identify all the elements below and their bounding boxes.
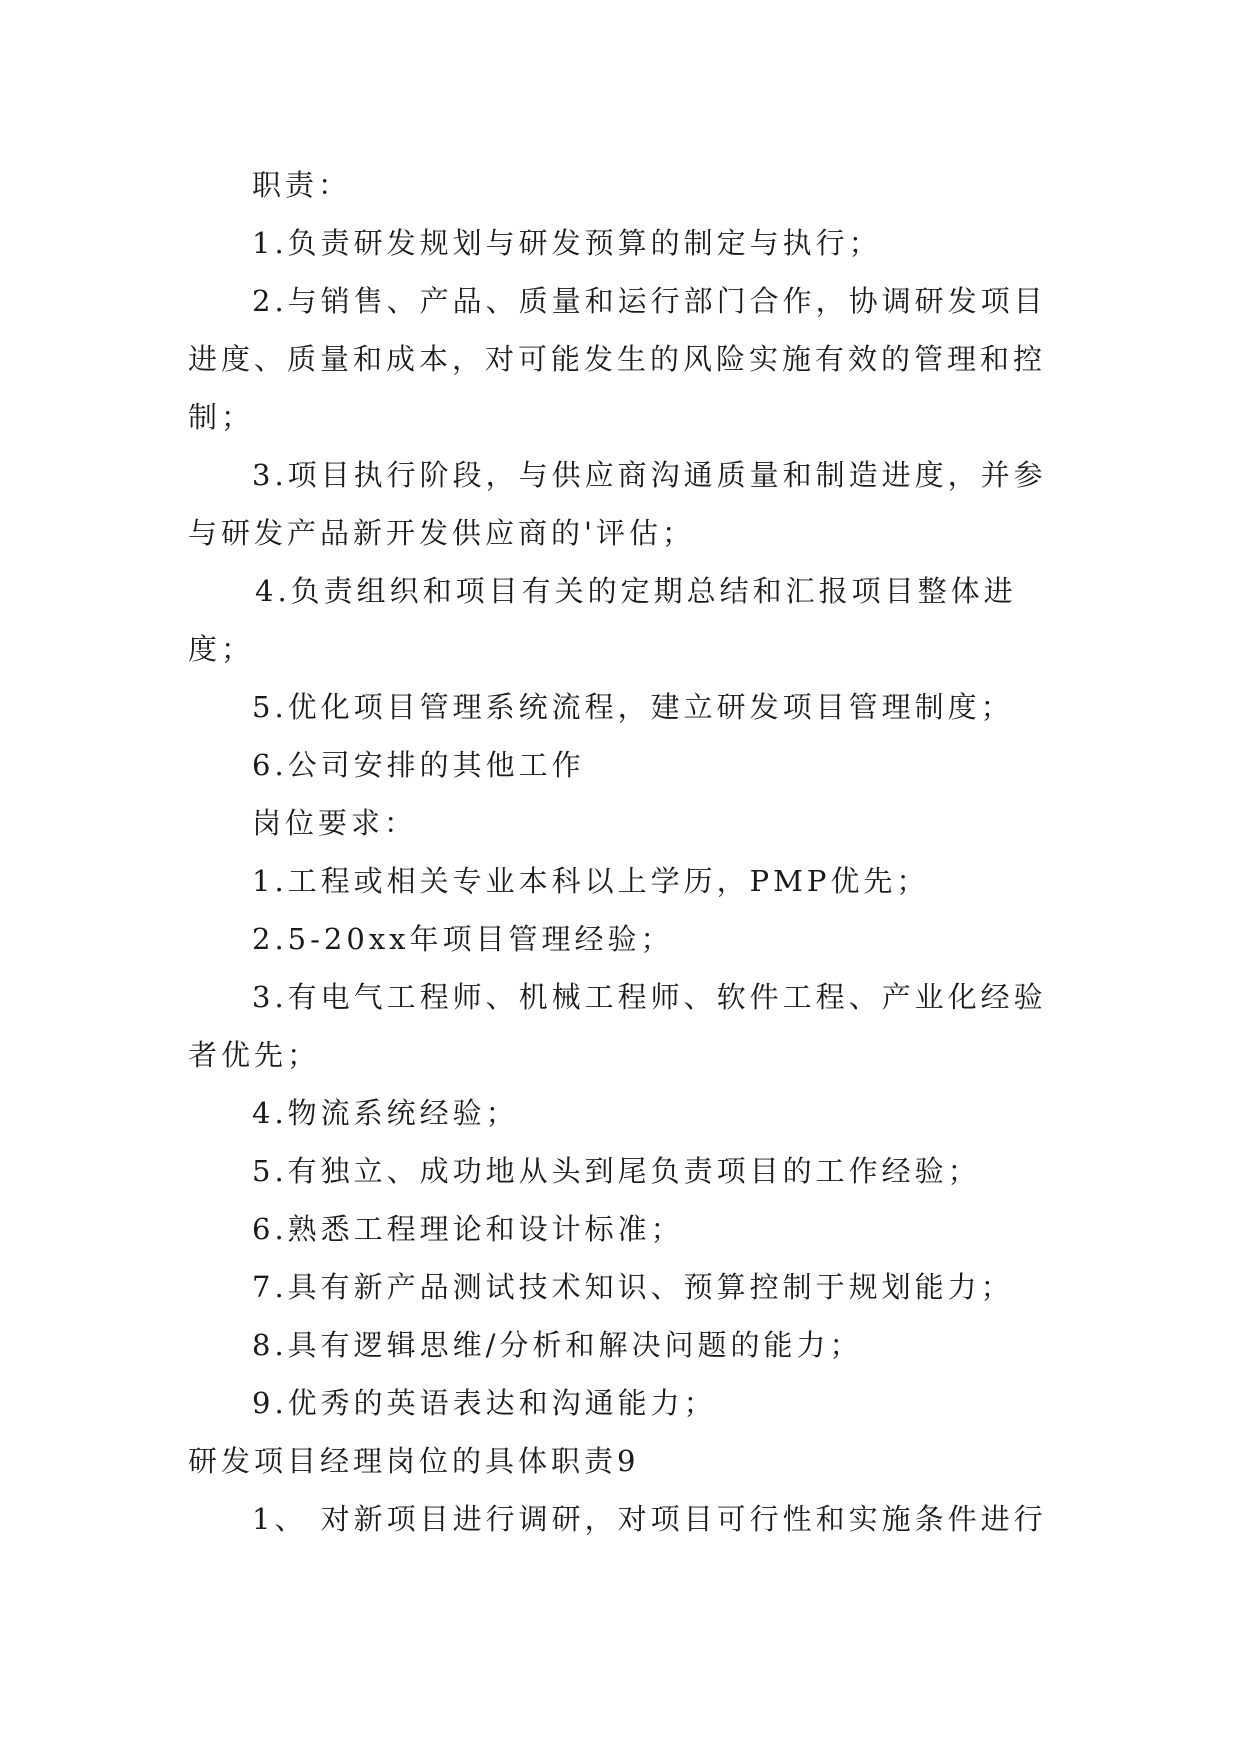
duty-item-3-cont: 与研发产品新开发供应商的'评估； [188, 516, 695, 550]
requirement-item-2: 2.5-20xx年项目管理经验； [252, 922, 674, 956]
section-title: 研发项目经理岗位的具体职责9 [188, 1444, 640, 1478]
requirement-item-3: 3.有电气工程师、机械工程师、软件工程、产业化经验 [252, 980, 1047, 1014]
heading-requirements: 岗位要求： [252, 806, 418, 840]
duty-item-5: 5.优化项目管理系统流程，建立研发项目管理制度； [252, 690, 1014, 724]
requirement-item-8: 8.具有逻辑思维/分析和解决问题的能力； [252, 1328, 863, 1362]
requirement-item-9: 9.优秀的英语表达和沟通能力； [252, 1386, 717, 1420]
requirement-item-6: 6.熟悉工程理论和设计标准； [252, 1212, 684, 1246]
requirement-item-1: 1.工程或相关专业本科以上学历，PMP优先； [252, 864, 930, 898]
requirement-item-3-cont: 者优先； [188, 1038, 321, 1072]
requirement-item-5: 5.有独立、成功地从头到尾负责项目的工作经验； [252, 1154, 981, 1188]
duty-item-6: 6.公司安排的其他工作 [252, 748, 585, 782]
duty-item-2-cont: 进度、质量和成本，对可能发生的风险实施有效的管理和控 [188, 342, 1047, 376]
duty-item-4: 4.负责组织和项目有关的定期总结和汇报项目整体进 [255, 574, 1017, 608]
duty-item-1: 1.负责研发规划与研发预算的制定与执行； [252, 226, 882, 260]
duty-item-4-cont: 度； [188, 632, 255, 666]
duty-item-3: 3.项目执行阶段，与供应商沟通质量和制造进度，并参 [252, 458, 1047, 492]
requirement-item-4: 4.物流系统经验； [252, 1096, 519, 1130]
section-item-1: 1、 对新项目进行调研，对项目可行性和实施条件进行 [252, 1502, 1047, 1536]
heading-duties: 职责： [252, 168, 352, 202]
duty-item-2-cont: 制； [188, 400, 255, 434]
duty-item-2: 2.与销售、产品、质量和运行部门合作，协调研发项目 [252, 284, 1047, 318]
requirement-item-7: 7.具有新产品测试技术知识、预算控制于规划能力； [252, 1270, 1014, 1304]
